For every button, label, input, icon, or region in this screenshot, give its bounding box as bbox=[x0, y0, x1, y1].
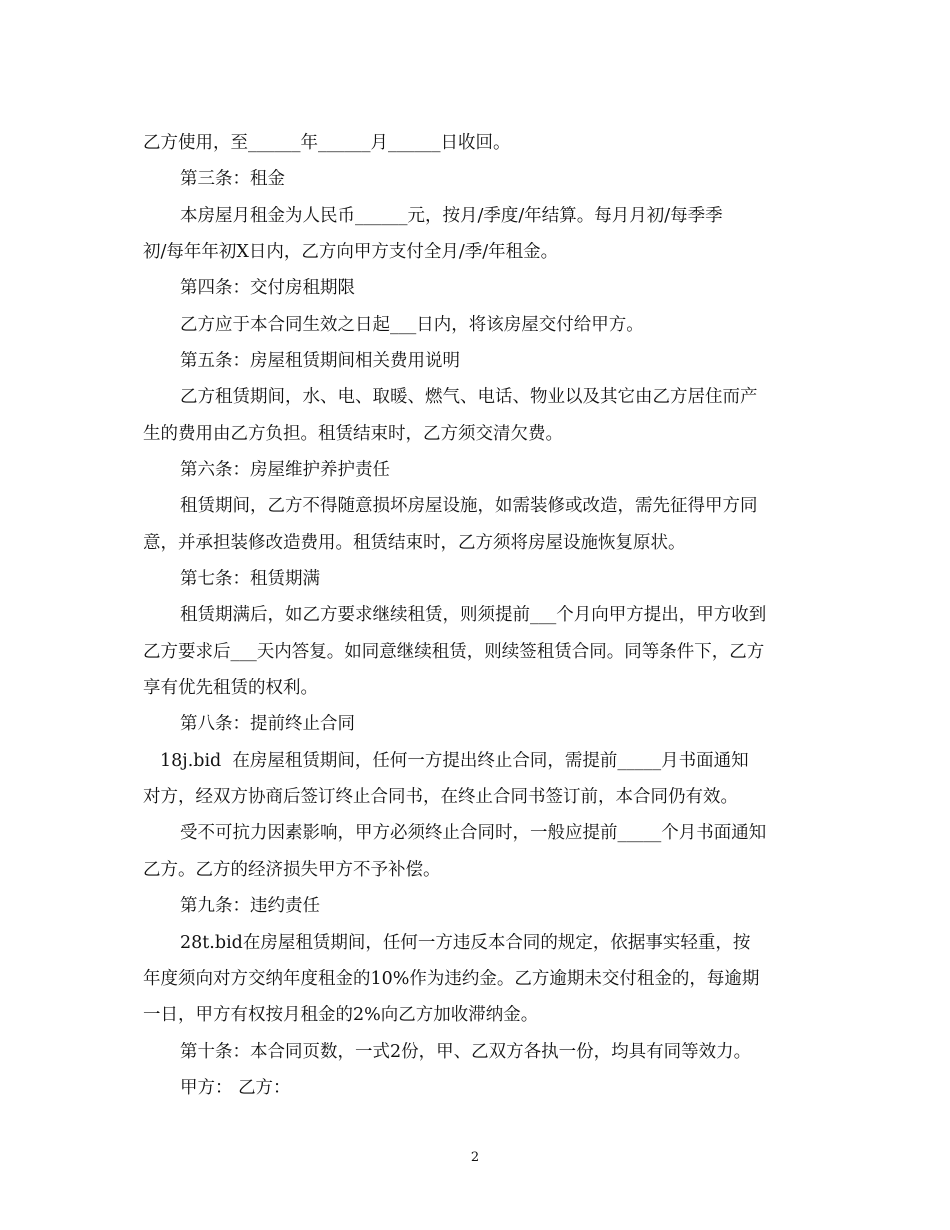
article-heading: 第八条：提前终止合同 bbox=[180, 714, 355, 734]
page-number: 2 bbox=[470, 1150, 480, 1165]
text-line: 意，并承担装修改造费用。租赁结束时，乙方须将房屋设施恢复原状。 bbox=[143, 533, 686, 553]
text-line: 享有优先租赁的权利。 bbox=[143, 678, 318, 698]
text-line: 28t.bid在房屋租赁期间，任何一方违反本合同的规定，依据事实轻重，按 bbox=[180, 933, 751, 953]
text-line: 乙方应于本合同生效之日起___日内，将该房屋交付给甲方。 bbox=[180, 315, 644, 335]
text-line: 一日，甲方有权按月租金的2%向乙方加收滞纳金。 bbox=[143, 1005, 539, 1025]
article-heading: 第七条：租赁期满 bbox=[180, 569, 320, 589]
text-line: 生的费用由乙方负担。租赁结束时，乙方须交清欠费。 bbox=[143, 424, 563, 444]
article-heading: 第十条：本合同页数，一式2份，甲、乙双方各执一份，均具有同等效力。 bbox=[180, 1042, 752, 1062]
text-line: 乙方租赁期间，水、电、取暖、燃气、电话、物业以及其它由乙方居住而产 bbox=[180, 387, 758, 407]
article-heading: 第六条：房屋维护养护责任 bbox=[180, 460, 390, 480]
text-line: 本房屋月租金为人民币______元，按月/季度/年结算。每月月初/每季季 bbox=[180, 206, 723, 226]
text-line: 乙方使用，至______年______月______日收回。 bbox=[143, 133, 511, 153]
text-line: 年度须向对方交纳年度租金的10%作为违约金。乙方逾期未交付租金的，每逾期 bbox=[143, 969, 760, 989]
text-line: 对方，经双方协商后签订终止合同书，在终止合同书签订前，本合同仍有效。 bbox=[143, 787, 738, 807]
text-line: 初/每年年初X日内，乙方向甲方支付全月/季/年租金。 bbox=[143, 242, 559, 262]
text-line: 乙方。乙方的经济损失甲方不予补偿。 bbox=[143, 860, 441, 880]
text-line: 18j.bid 在房屋租赁期间，任何一方提出终止合同，需提前_____月书面通知 bbox=[160, 751, 749, 771]
article-heading: 第九条：违约责任 bbox=[180, 896, 320, 916]
article-heading: 第三条：租金 bbox=[180, 169, 285, 189]
text-line: 乙方要求后___天内答复。如同意继续租赁，则续签租赁合同。同等条件下，乙方 bbox=[143, 642, 765, 662]
article-heading: 第四条：交付房租期限 bbox=[180, 278, 355, 298]
text-line: 租赁期间，乙方不得随意损坏房屋设施，如需装修或改造，需先征得甲方同 bbox=[180, 496, 758, 516]
article-heading: 第五条：房屋租赁期间相关费用说明 bbox=[180, 351, 460, 371]
text-line: 租赁期满后，如乙方要求继续租赁，则须提前___个月向甲方提出，甲方收到 bbox=[180, 605, 767, 625]
text-line: 受不可抗力因素影响，甲方必须终止合同时，一般应提前_____个月书面通知 bbox=[180, 823, 767, 843]
signature-line: 甲方： 乙方： bbox=[180, 1078, 291, 1098]
